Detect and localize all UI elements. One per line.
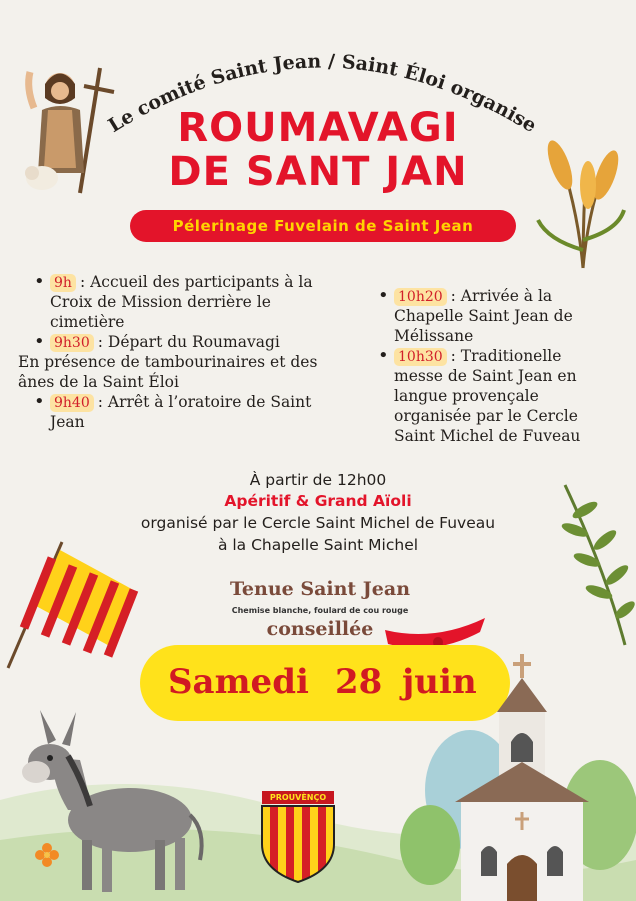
schedule-text: : Accueil des participants à la Croix de Mission derrière le cimetière [50,273,313,331]
schedule-text: : Départ du Roumavagi [97,333,280,351]
schedule-item [372,286,612,346]
provence-flag-illustration [0,540,150,670]
schedule-item [372,346,612,446]
schedule-item [28,392,348,432]
schedule-note: En présence de tambourinaires et des ânes de la Saint Éloi [18,353,318,391]
date-day: Samedi [168,662,309,702]
schedule-text: : Arrivée à la Chapelle Saint Jean de Mélissane [394,287,573,345]
schedule-text: : Arrêt à l’oratoire de Saint Jean [50,393,312,431]
schedule-right-list [372,286,612,446]
dress-code-title: Tenue Saint Jean [229,578,411,600]
subtitle-banner: Pélerinage Fuvelain de Saint Jean [130,210,516,242]
donkey-illustration [10,700,210,900]
fern-illustration [555,480,635,650]
provence-crest-icon [258,804,338,884]
time-badge: 9h [50,274,76,292]
time-badge: 9h30 [50,334,94,352]
chapel-illustration [425,652,615,901]
flower-icon [34,842,60,868]
schedule-left-list [18,272,348,432]
afternoon-start-time: À partir de 12h00 [249,471,387,489]
main-title-line-1: ROUMAVAGI [177,105,459,151]
date-month: juin [402,662,477,702]
time-badge: 10h20 [394,288,447,306]
date-number: 28 [335,662,383,702]
schedule-item [28,332,348,352]
schedule-text: : Traditionelle messe de Saint Jean en langue provençale organisée par le Cercle Saint Michel de Fuveau [394,347,581,445]
time-badge: 9h40 [50,394,94,412]
main-title-line-2: DE SANT JAN [168,149,468,195]
crest-label: PROUVÈNÇO [262,791,334,804]
svg-text:Le comité Saint Jean / Saint É: Le comité Saint Jean / Saint Éloi organise [104,50,541,138]
dress-code-advice: conseillée [266,618,374,640]
schedule-item [28,272,348,332]
afternoon-location: à la Chapelle Saint Michel [217,536,419,554]
afternoon-event: Apéritif & Grand Aïoli [224,492,412,510]
time-badge: 10h30 [394,348,447,366]
wheat-illustration [528,130,628,270]
afternoon-organizer: organisé par le Cercle Saint Michel de Fuveau [140,514,496,532]
dress-code-details: Chemise blanche, foulard de cou rouge [231,606,409,615]
